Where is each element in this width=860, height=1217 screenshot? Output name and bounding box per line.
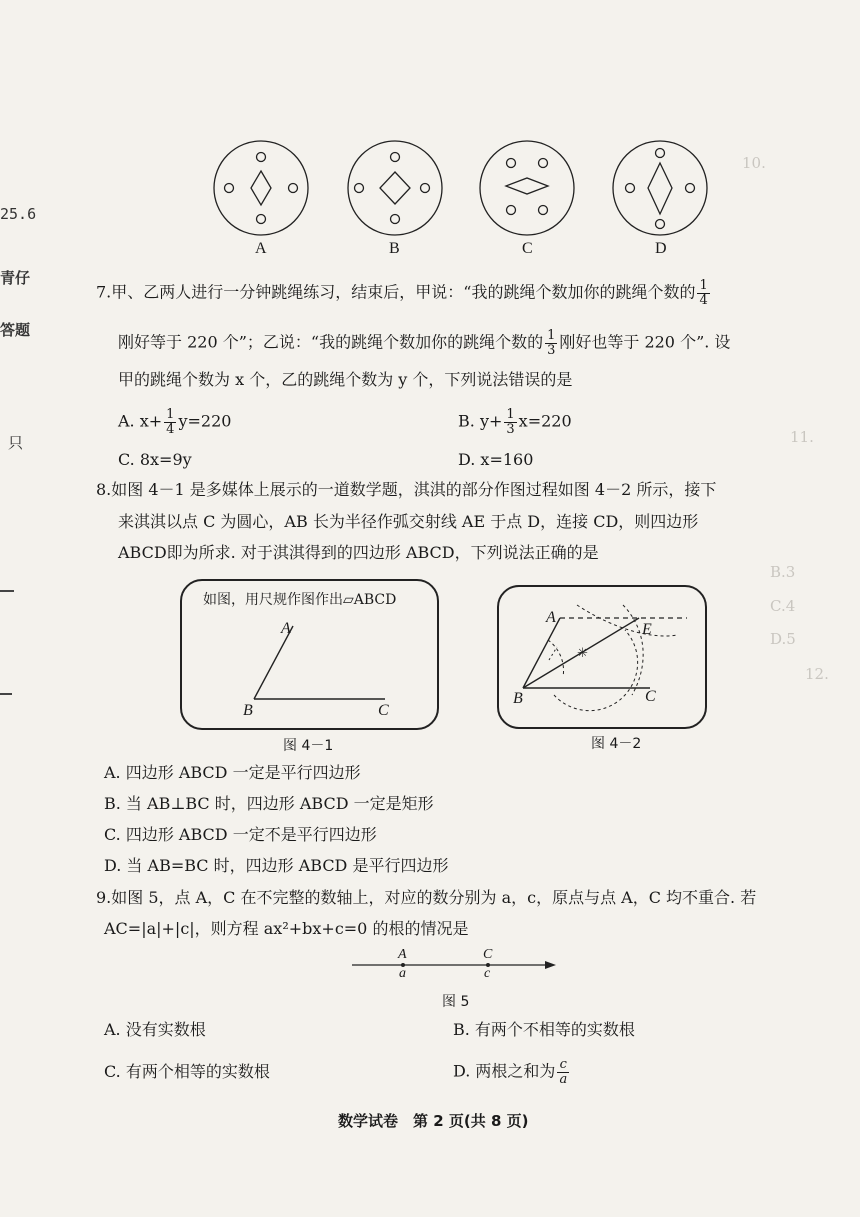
edge-mark [0, 693, 12, 695]
fig2-point-c: C [645, 688, 656, 705]
ghost-text: B.3 [770, 563, 796, 581]
q8-option-b: B. 当 AB⊥BC 时，四边形 ABCD 一定是矩形 [104, 794, 434, 813]
q9-option-b: B. 有两个不相等的实数根 [453, 1020, 635, 1039]
edge-text: 答题 [0, 321, 31, 339]
ghost-text: D.5 [770, 630, 796, 648]
edge-text: 只 [8, 434, 24, 452]
q9-line-2: AC=|a|+|c|，则方程 ax²+bx+c=0 的根的情况是 [104, 919, 469, 938]
q9-option-a: A. 没有实数根 [104, 1020, 206, 1039]
figure-4-2-caption: 图 4－2 [591, 736, 642, 752]
q8-line-3: ABCD即为所求. 对于淇淇得到的四边形 ABCD，下列说法正确的是 [118, 543, 599, 562]
figure-4-1-diagram [180, 579, 440, 729]
fraction: $\frac{1}{4}$ [699, 278, 708, 308]
q8-option-a: A. 四边形 ABCD 一定是平行四边形 [104, 763, 361, 782]
ghost-text: 12. [805, 665, 829, 683]
q6-figures [205, 138, 805, 258]
ghost-text: 11. [790, 428, 814, 446]
ghost-text: 10. [742, 154, 766, 172]
axis-value-c: c [484, 966, 491, 981]
q7-line-1: 7.甲、乙两人进行一分钟跳绳练习，结束后，甲说：“我的跳绳个数加你的跳绳个数的 $\frac{1}{4}$ [96, 278, 708, 308]
fig2-point-b: B [513, 690, 523, 707]
fig2-point-e: E [642, 621, 652, 638]
page-footer: 数学试卷 第 2 页(共 8 页) [338, 1112, 529, 1130]
q7-line-3: 甲的跳绳个数为 x 个，乙的跳绳个数为 y 个，下列说法错误的是 [118, 370, 573, 389]
q6-label-c: C [522, 240, 533, 257]
fig1-point-c: C [378, 702, 389, 719]
q6-label-a: A [255, 240, 267, 257]
q7-option-d: D. x=160 [458, 450, 534, 469]
fraction: $\frac{1}{3}$ [547, 328, 556, 358]
edge-mark [0, 590, 14, 592]
q9-option-d: D. 两根之和为 $\frac{c}{a}$ [453, 1057, 568, 1087]
number-line [340, 945, 570, 985]
q6-figure-a [214, 141, 308, 235]
q7-option-b: B. y+ $\frac{1}{3}$ x=220 [458, 407, 572, 437]
axis-value-a: a [399, 966, 406, 981]
q7-option-c: C. 8x=9y [118, 450, 192, 469]
q7-line-2: 刚好等于 220 个”；乙说：“我的跳绳个数加你的跳绳个数的 $\frac{1}{3}$ 刚好也等于 220 个”. 设 [118, 328, 731, 358]
edge-text: 青仔 [0, 269, 31, 287]
edge-text: 25.6 [0, 205, 37, 223]
q6-figure-c [480, 141, 574, 235]
q7-option-a: A. x+ $\frac{1}{4}$ y=220 [118, 407, 232, 437]
q6-label-d: D [655, 240, 667, 257]
figure-4-1-text: 如图，用尺规作图作出▱ABCD [203, 592, 397, 608]
fig1-point-a: A [281, 620, 291, 637]
fig2-point-a: A [546, 609, 556, 626]
q8-option-c: C. 四边形 ABCD 一定不是平行四边形 [104, 825, 377, 844]
q6-label-b: B [389, 240, 400, 257]
q8-option-d: D. 当 AB=BC 时，四边形 ABCD 是平行四边形 [104, 856, 449, 875]
q8-line-2: 来淇淇以点 C 为圆心，AB 长为半径作弧交射线 AE 于点 D，连接 CD，则四边形 [118, 512, 699, 531]
fig1-point-b: B [243, 702, 253, 719]
q6-figure-d [613, 141, 707, 235]
q9-option-c: C. 有两个相等的实数根 [104, 1062, 270, 1081]
q8-line-1: 8.如图 4－1 是多媒体上展示的一道数学题，淇淇的部分作图过程如图 4－2 所示，接下 [96, 480, 717, 499]
figure-5-caption: 图 5 [442, 994, 470, 1010]
ghost-text: C.4 [770, 597, 796, 615]
axis-point-a: A [398, 947, 407, 962]
figure-4-1-caption: 图 4－1 [283, 738, 334, 754]
svg-text:✳: ✳ [577, 645, 588, 660]
axis-point-c: C [483, 947, 493, 962]
figure-4-2-diagram [497, 585, 707, 730]
q6-figure-b [348, 141, 442, 235]
q9-line-1: 9.如图 5，点 A，C 在不完整的数轴上，对应的数分别为 a，c，原点与点 A，C 均不重合. 若 [96, 888, 757, 907]
